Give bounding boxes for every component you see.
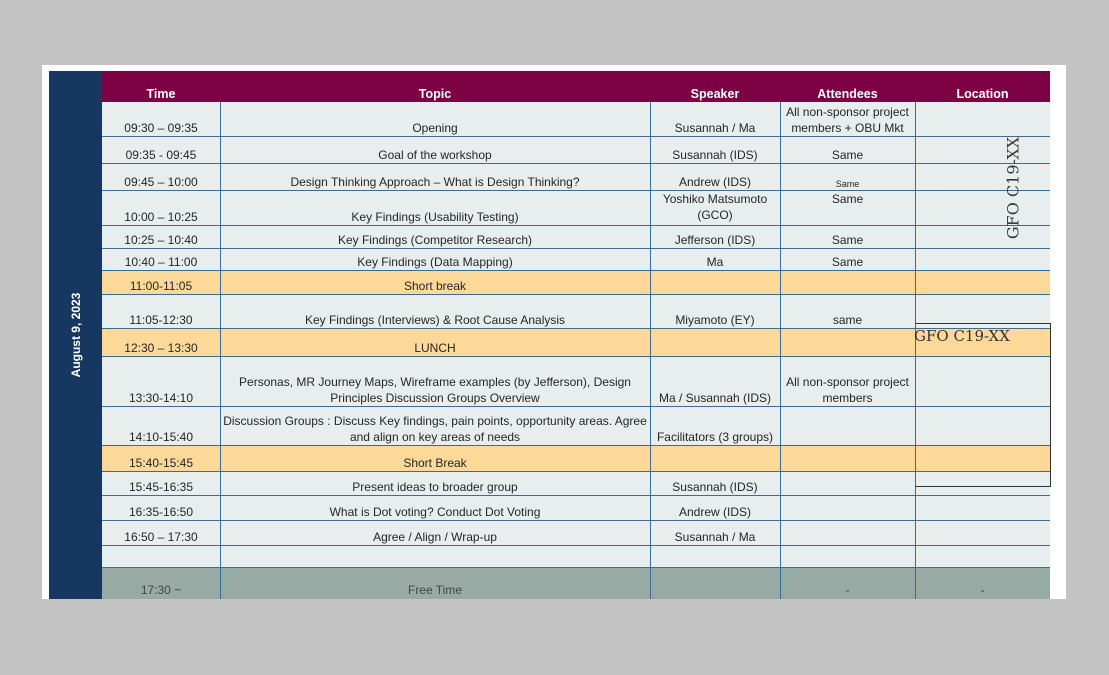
cell-speaker <box>650 271 780 295</box>
cell-attendees <box>780 329 915 357</box>
cell-time: 10:40 – 11:00 <box>124 255 198 269</box>
cell-topic: Key Findings (Data Mapping) <box>357 255 513 269</box>
date-band <box>49 71 102 599</box>
cell-topic: Short break <box>403 279 467 293</box>
cell-topic: Goal of the workshop <box>378 148 492 162</box>
cell-topic: Key Findings (Interviews) & Root Cause Analysis <box>304 313 566 327</box>
cell-attendees <box>780 271 915 295</box>
cell-speaker: Susannah / Ma <box>674 121 756 135</box>
header-time: Time <box>146 87 176 101</box>
date-label: August 9, 2023 <box>68 292 83 378</box>
cell-attendees: Same <box>831 192 864 206</box>
cell-time: 15:45-16:35 <box>128 480 194 494</box>
location-afternoon: GFO C19-XX <box>914 327 1010 345</box>
header-speaker: Speaker <box>690 87 740 101</box>
cell-attendees: Same <box>831 148 864 162</box>
cell-speaker <box>650 568 780 599</box>
cell-time: 17:30 ~ <box>140 583 182 597</box>
cell-topic: Discussion Groups : Discuss Key findings, pain points, opportunity areas. Agree and align on key areas of needs <box>223 414 647 444</box>
cell-attendees: Same <box>831 233 864 247</box>
cell-attendees <box>780 407 915 446</box>
cell-time: 15:40-15:45 <box>128 456 194 470</box>
cell-attendees <box>780 546 915 568</box>
header-attendees: Attendees <box>817 87 878 101</box>
cell-attendees: All non-sponsor project members + OBU Mkt <box>786 105 909 135</box>
cell-topic: Key Findings (Competitor Research) <box>337 233 533 247</box>
cell-speaker: Jefferson (IDS) <box>674 233 756 247</box>
location-cell-morning <box>975 106 1050 269</box>
cell-speaker: Yoshiko Matsumoto (GCO) <box>662 192 768 222</box>
cell-speaker: Facilitators (3 groups) <box>656 430 774 444</box>
cell-attendees <box>780 472 915 496</box>
cell-speaker: Andrew (IDS) <box>678 175 752 189</box>
cell-topic: Short Break <box>403 456 467 470</box>
cell-topic: Agree / Align / Wrap-up <box>373 530 497 544</box>
cell-time: 10:00 – 10:25 <box>124 210 198 224</box>
cell-speaker: Susannah (IDS) <box>672 480 758 494</box>
location-morning: GFO C19-XX <box>1003 136 1022 239</box>
cell-attendees <box>780 521 915 546</box>
cell-time: 12:30 – 13:30 <box>124 341 198 355</box>
cell-speaker: Susannah (IDS) <box>672 148 758 162</box>
cell-attendees: same <box>832 313 863 327</box>
cell-topic: Opening <box>412 121 458 135</box>
cell-topic: Personas, MR Journey Maps, Wireframe examples (by Jefferson), Design Principles Discussion Groups Overview <box>239 375 631 405</box>
cell-speaker <box>650 446 780 472</box>
cell-topic: LUNCH <box>414 341 456 355</box>
cell-topic: Present ideas to broader group <box>352 480 518 494</box>
cell-time: 09:45 – 10:00 <box>124 175 198 189</box>
cell-time: 09:30 – 09:35 <box>124 121 198 135</box>
cell-time <box>102 546 220 568</box>
cell-speaker <box>650 329 780 357</box>
cell-time: 16:50 – 17:30 <box>124 530 198 544</box>
cell-attendees: All non-sponsor project members <box>786 375 909 405</box>
cell-speaker: Ma <box>706 255 724 269</box>
cell-time: 11:05-12:30 <box>129 313 193 327</box>
cell-time: 09:35 - 09:45 <box>125 148 197 162</box>
cell-time: 14:10-15:40 <box>128 430 194 444</box>
cell-topic: Design Thinking Approach – What is Design Thinking? <box>290 175 580 189</box>
cell-speaker: Miyamoto (EY) <box>675 313 755 327</box>
cell-speaker: Susannah / Ma <box>674 530 756 544</box>
agenda-sheet <box>42 65 1066 599</box>
cell-attendees <box>780 496 915 521</box>
cell-time: 10:25 – 10:40 <box>124 233 198 247</box>
cell-speaker <box>650 546 780 568</box>
header-topic: Topic <box>418 87 452 101</box>
cell-time: 11:00-11:05 <box>129 279 193 293</box>
cell-time: 13:30-14:10 <box>128 391 194 405</box>
cell-speaker: Ma / Susannah (IDS) <box>658 391 772 405</box>
cell-attendees: - <box>845 583 850 597</box>
location-cell-afternoon <box>915 323 1051 487</box>
cell-attendees: Same <box>835 179 860 189</box>
agenda-table <box>102 71 1050 599</box>
cell-topic: What is Dot voting? Conduct Dot Voting <box>329 505 541 519</box>
header-location: Location <box>956 87 1009 101</box>
cell-topic: Free Time <box>407 583 462 597</box>
table-header <box>102 71 1050 102</box>
cell-topic <box>220 546 650 568</box>
cell-location: - <box>980 583 985 597</box>
cell-time: 16:35-16:50 <box>128 505 194 519</box>
cell-attendees <box>780 446 915 472</box>
cell-attendees: Same <box>831 255 864 269</box>
cell-speaker: Andrew (IDS) <box>678 505 752 519</box>
cell-topic: Key Findings (Usability Testing) <box>351 210 519 224</box>
